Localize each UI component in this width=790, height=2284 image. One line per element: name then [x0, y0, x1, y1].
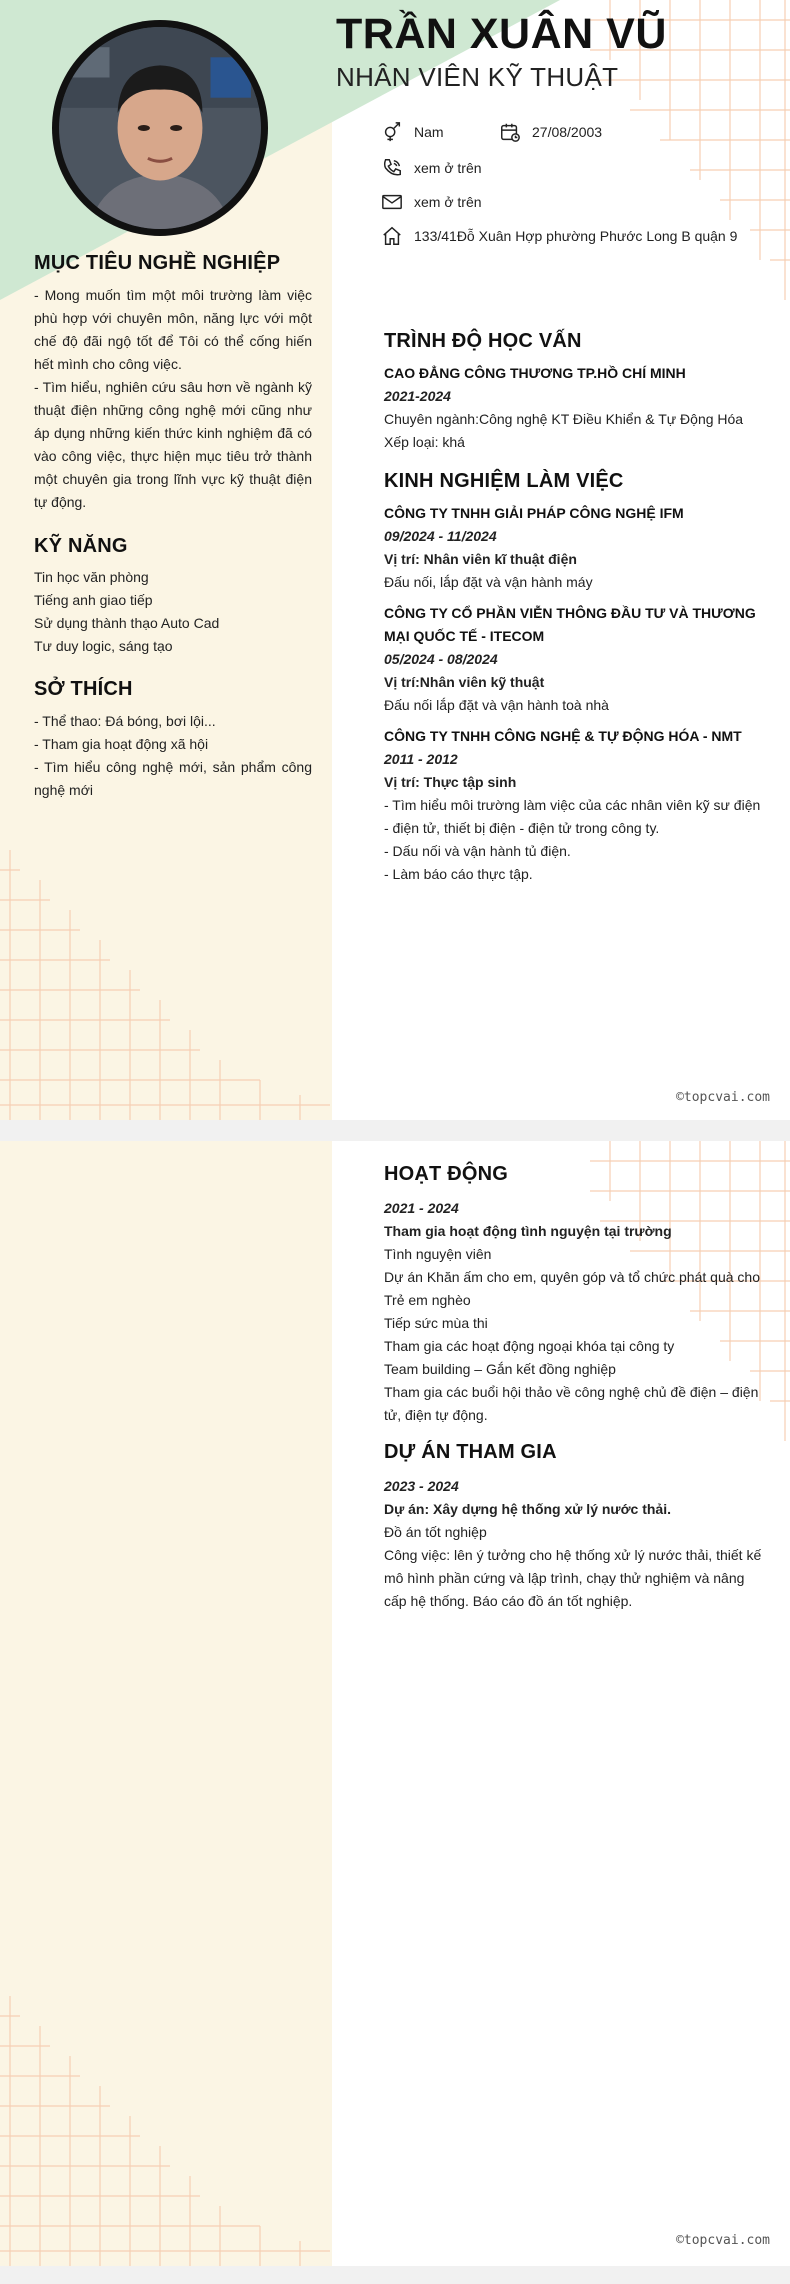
cv-page-1: [0, 0, 790, 1120]
job-position: Vị trí: Thực tập sinh: [384, 774, 517, 790]
experience-list: [384, 502, 766, 886]
footer-watermark: ©topcvai.com: [676, 1090, 770, 1105]
footer-watermark: ©topcvai.com: [676, 2233, 770, 2248]
dob-value: 27/08/2003: [532, 124, 603, 140]
education-major: Chuyên ngành:Công nghệ KT Điều Khiển & Tự Động Hóa: [384, 411, 744, 427]
projects-heading: DỰ ÁN THAM GIA: [384, 1441, 557, 1463]
objective-paragraph-1: - Mong muốn tìm một môi trường làm việc phù hợp với chuyên môn, năng lực với một chế độ đãi ngộ tốt để Tôi có thể cống hiến hết mình cho công việc.: [34, 287, 312, 372]
job-description: - Tìm hiểu môi trường làm việc của các nhân viên kỹ sư điện - điện tử, thiết bị điện - điện tử trong công ty.: [384, 797, 761, 836]
job-description: - Làm báo cáo thực tập.: [384, 866, 533, 882]
activity-item: Tham gia các buổi hội thảo về công nghệ chủ đề điện – điện tử, điện tự động.: [384, 1384, 759, 1423]
hobby-item: - Tham gia hoạt động xã hội: [34, 736, 209, 752]
cv-page-2: [0, 1141, 790, 2266]
experience-heading: KINH NGHIỆM LÀM VIỆC: [384, 470, 624, 492]
activities-subtitle: Tham gia hoạt động tình nguyện tại trường: [384, 1223, 672, 1239]
job-description: Đấu nối lắp đặt và vận hành toà nhà: [384, 697, 609, 713]
job-date: 05/2024 - 08/2024: [384, 651, 498, 667]
activity-item: Tiếp sức mùa thi: [384, 1315, 488, 1331]
education-heading: TRÌNH ĐỘ HỌC VẤN: [384, 330, 582, 352]
job-description: - Dấu nối và vận hành tủ điện.: [384, 843, 571, 859]
hobby-item: - Thể thao: Đá bóng, bơi lội...: [34, 713, 216, 729]
activity-item: Tình nguyện viên: [384, 1246, 492, 1262]
skill-item: Tin học văn phòng: [34, 569, 149, 585]
project-name: Dự án: Xây dựng hệ thống xử lý nước thải.: [384, 1501, 671, 1517]
phone-value: xem ở trên: [414, 160, 482, 176]
phone-icon: [380, 156, 404, 180]
email-value: xem ở trên: [414, 194, 482, 210]
project-years: 2023 - 2024: [384, 1478, 459, 1494]
project-type: Đồ án tốt nghiệp: [384, 1524, 487, 1540]
gender-row: [380, 120, 444, 144]
calendar-icon: [498, 120, 522, 144]
email-row: [380, 190, 482, 214]
activities-heading: HOẠT ĐỘNG: [384, 1163, 509, 1185]
activity-item: Tham gia các hoạt động ngoại khóa tại công ty: [384, 1338, 675, 1354]
job-entry: [384, 502, 766, 594]
job-date: 2011 - 2012: [384, 751, 458, 767]
job-description: Đấu nối, lắp đặt và vận hành máy: [384, 574, 593, 590]
education-entry: [384, 362, 766, 454]
activity-item: Dự án Khăn ấm cho em, quyên góp và tổ chức phát quà cho Trẻ em nghèo: [384, 1269, 760, 1308]
address-value: 133/41Đỗ Xuân Hợp phường Phước Long B quận 9: [414, 228, 738, 244]
hobbies-list: [34, 710, 312, 802]
job-date: 09/2024 - 11/2024: [384, 528, 497, 544]
skills-heading: KỸ NĂNG: [34, 535, 128, 557]
education-grade: Xếp loại: khá: [384, 434, 465, 450]
activities-entry: [384, 1197, 766, 1427]
job-position: Vị trí: Nhân viên kĩ thuật điện: [384, 551, 577, 567]
gender-icon: [380, 120, 404, 144]
envelope-icon: [380, 190, 404, 214]
objective-heading: MỤC TIÊU NGHỀ NGHIỆP: [34, 252, 281, 274]
grid-decoration-bottom-left: [0, 1996, 330, 2266]
objective-paragraph-2: - Tìm hiểu, nghiên cứu sâu hơn về ngành kỹ thuật điện những công nghệ mới cũng như áp dụng những kiến thức kinh nghiệm đã có vào công việc, thực hiện mục tiêu trở thành một chuyên gia trong lĩnh vực kỹ thuật điện tự động.: [34, 379, 312, 510]
phone-row: [380, 156, 482, 180]
dob-row: [498, 120, 602, 144]
hobbies-heading: SỞ THÍCH: [34, 678, 133, 700]
avatar: [52, 20, 268, 236]
address-row: [380, 224, 737, 248]
home-icon: [380, 224, 404, 248]
candidate-name: TRẦN XUÂN VŨ: [336, 10, 667, 58]
avatar-photo: [59, 27, 261, 229]
education-years: 2021-2024: [384, 388, 451, 404]
skills-list: [34, 566, 312, 658]
skill-item: Sử dụng thành thạo Auto Cad: [34, 615, 220, 631]
school-name: CAO ĐẲNG CÔNG THƯƠNG TP.HỒ CHÍ MINH: [384, 365, 686, 381]
skill-item: Tư duy logic, sáng tạo: [34, 638, 173, 654]
activity-item: Team building – Gắn kết đồng nghiệp: [384, 1361, 616, 1377]
objective-text: [34, 284, 312, 514]
activities-years: 2021 - 2024: [384, 1200, 459, 1216]
job-entry: [384, 602, 766, 717]
job-position: Vị trí:Nhân viên kỹ thuật: [384, 674, 545, 690]
job-entry: [384, 725, 766, 886]
skill-item: Tiếng anh giao tiếp: [34, 592, 153, 608]
project-entry: [384, 1475, 766, 1613]
job-company: CÔNG TY TNHH GIẢI PHÁP CÔNG NGHỆ IFM: [384, 505, 684, 521]
gender-value: Nam: [414, 124, 444, 140]
project-description: Công việc: lên ý tưởng cho hệ thống xử lý nước thải, thiết kế mô hình phần cứng và lập trình, chạy thử nghiệm và nâng cấp hệ thống. Báo cáo đồ án tốt nghiệp.: [384, 1547, 762, 1609]
job-company: CÔNG TY TNHH CÔNG NGHỆ & TỰ ĐỘNG HÓA - NMT: [384, 728, 742, 744]
candidate-title: NHÂN VIÊN KỸ THUẬT: [336, 62, 619, 92]
hobby-item: - Tìm hiểu công nghệ mới, sản phẩm công nghệ mới: [34, 759, 312, 798]
job-company: CÔNG TY CỔ PHẦN VIỄN THÔNG ĐẦU TƯ VÀ THƯƠNG MẠI QUỐC TẾ - ITECOM: [384, 605, 756, 644]
grid-decoration-bottom-left: [0, 850, 330, 1120]
